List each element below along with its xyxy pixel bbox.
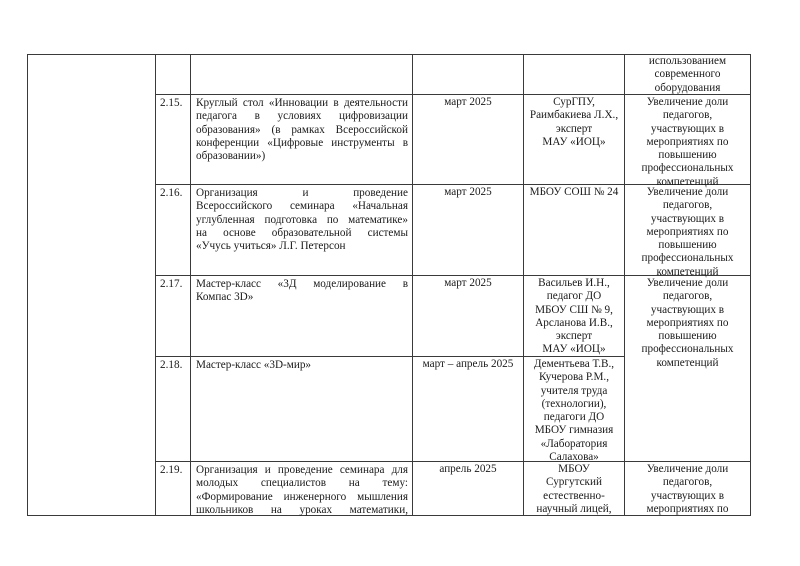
result-line: профессиональных <box>641 343 734 356</box>
result-line: компетенций <box>656 356 719 369</box>
result-line: участвующих в <box>650 489 725 502</box>
event-description <box>191 95 412 163</box>
result-line: современного <box>654 68 721 81</box>
result-line: компетенций <box>656 265 719 278</box>
organizer-line: Салахова» <box>549 451 599 464</box>
result-line: Увеличение доли <box>646 277 729 289</box>
table-border-right <box>750 54 751 516</box>
organizer-line: естественно- <box>543 489 605 502</box>
event-line: Круглый стол «Инновации в деятельности <box>196 97 408 109</box>
event-line: Компас 3D» <box>196 291 254 304</box>
event-date: апрель 2025 <box>439 463 497 475</box>
organizer-line: МБОУ СШ № 9, <box>535 303 613 316</box>
event-line: «Формирование инженерного мышления <box>196 490 408 503</box>
event-line: школьников на уроках математики, <box>196 503 408 516</box>
organizer-line: эксперт <box>555 122 593 135</box>
row-number: 2.17. <box>160 278 183 290</box>
event-date: март 2025 <box>444 96 492 108</box>
result-line: мероприятиях по <box>646 135 729 148</box>
event-description <box>191 185 412 253</box>
organizer-line: научный лицей, <box>536 502 612 515</box>
result-line: оборудования <box>654 81 721 94</box>
row-number: 2.19. <box>160 464 183 476</box>
event-line: Мастер-класс «3D-мир» <box>196 359 312 371</box>
event-line: Всероссийского семинара «Начальная <box>196 200 408 213</box>
organizer-line: Кучерова Р.М., <box>538 371 610 384</box>
organizer-line: МАУ «ИОЦ» <box>542 343 606 356</box>
event-line: «Учусь учиться» Л.Г. Петерсон <box>196 240 346 253</box>
event-date: март 2025 <box>444 186 492 198</box>
event-line: молодых специалистов на тему: <box>196 477 408 490</box>
result-line: мероприятиях по <box>646 225 729 238</box>
event-description <box>191 276 412 305</box>
row-number: 2.18. <box>160 359 183 371</box>
event-date: март 2025 <box>444 277 492 289</box>
result-cell <box>625 185 750 279</box>
organizer-line: Дементьева Т.В., <box>533 358 615 370</box>
organizer-cell <box>524 185 624 199</box>
event-date: март – апрель 2025 <box>422 358 514 370</box>
result-line: Увеличение доли <box>646 186 729 198</box>
organizer-line: Васильев И.Н., <box>538 277 610 289</box>
result-line: педагогов, <box>662 290 713 303</box>
event-line: образования» (в рамках Всероссийской <box>196 123 408 136</box>
organizer-line: Арсланова И.В., <box>535 316 613 329</box>
result-line: мероприятиях по <box>646 502 729 515</box>
organizer-cell <box>524 357 624 464</box>
organizer-line: педагоги ДО <box>543 411 605 424</box>
result-line: компетенций <box>656 175 719 188</box>
result-line: участвующих в <box>650 212 725 225</box>
result-line: повышению <box>658 149 717 162</box>
result-line: профессиональных <box>641 252 734 265</box>
result-line: мероприятиях по <box>646 316 729 329</box>
event-line: Мастер-класс «3Д моделирование в <box>196 278 408 290</box>
event-line: педагога в условиях цифровизации <box>196 110 408 123</box>
organizer-line: «Лаборатория <box>540 437 608 450</box>
event-line: образовании») <box>196 150 266 163</box>
organizer-line: МБОУ СОШ № 24 <box>529 186 619 198</box>
event-description <box>191 462 412 517</box>
result-line: педагогов, <box>662 199 713 212</box>
organizer-line: МБОУ <box>558 463 590 475</box>
result-line: педагогов, <box>662 109 713 122</box>
organizer-line: учителя труда <box>540 384 608 397</box>
organizer-cell <box>524 95 624 149</box>
event-line: на основе образовательной системы <box>196 226 408 239</box>
organizer-line: Сургутский <box>546 476 602 489</box>
result-line: повышению <box>658 239 717 252</box>
event-line: Организация и проведение <box>196 187 408 199</box>
organizer-line: педагог ДО <box>546 290 602 303</box>
result-line: педагогов, <box>662 476 713 489</box>
event-line: углубленная подготовка по математике» <box>196 213 408 226</box>
event-description <box>191 357 412 372</box>
organizer-line: СурГПУ, <box>553 96 595 108</box>
organizer-line: МАУ «ИОЦ» <box>542 135 606 148</box>
organizer-line: МБОУ гимназия <box>534 424 614 437</box>
result-line: Увеличение доли <box>646 463 729 475</box>
result-line: использованием <box>648 55 727 67</box>
organizer-cell <box>524 276 624 357</box>
result-line: участвующих в <box>650 303 725 316</box>
table-border-left <box>27 54 28 516</box>
organizer-line: эксперт <box>555 330 593 343</box>
continuation-result-cell <box>625 54 750 94</box>
row-number: 2.16. <box>160 187 183 199</box>
result-line: профессиональных <box>641 162 734 175</box>
result-cell <box>625 95 750 189</box>
result-line: Увеличение доли <box>646 96 729 108</box>
result-line: повышению <box>658 330 717 343</box>
organizer-line: Раимбакиева Л.Х., <box>529 109 619 122</box>
event-line: конференции «Цифровые инструменты в <box>196 136 408 149</box>
result-cell <box>625 462 750 516</box>
plan-table <box>27 54 751 516</box>
result-cell-merged <box>625 276 750 370</box>
event-line: Организация и проведение семинара для <box>196 464 408 476</box>
row-number: 2.15. <box>160 97 183 109</box>
result-line: участвующих в <box>650 122 725 135</box>
organizer-cell <box>524 462 624 516</box>
organizer-line: (технологии), <box>541 397 607 410</box>
